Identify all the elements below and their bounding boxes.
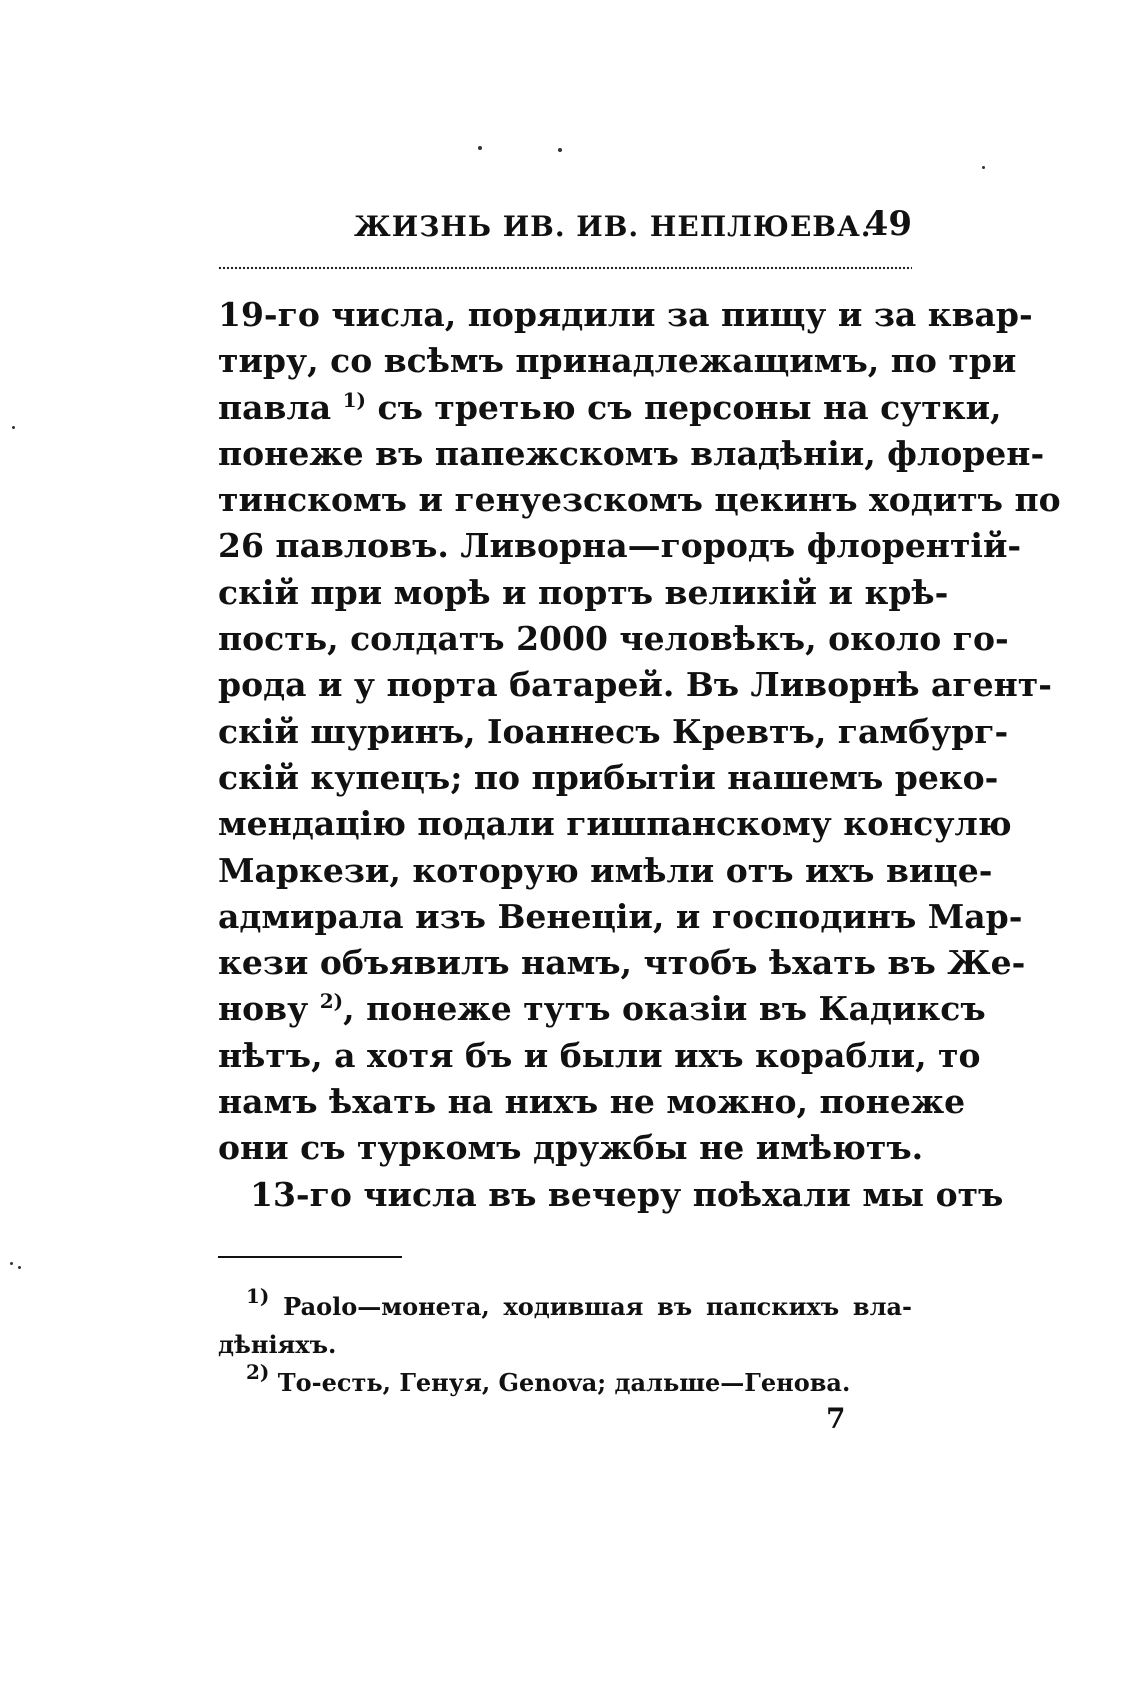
footnote-rule (218, 1256, 402, 1258)
text-line: понеже въ папежскомъ владѣніи, флорен- (218, 433, 1045, 473)
footnote-ref-1: 1) (342, 387, 367, 412)
text-line: Маркези, которую имѣли отъ ихъ вице- (218, 850, 993, 890)
text-segment: павла (218, 387, 332, 427)
text-line (218, 986, 986, 1032)
text-line: намъ ѣхать на нихъ не можно, понеже (218, 1082, 966, 1122)
text-line: они съ туркомъ дружбы не имѣютъ. (218, 1128, 924, 1168)
text-line (218, 385, 1002, 431)
text-line: кези объявилъ намъ, чтобъ ѣхать въ Же- (218, 943, 1026, 983)
page-number: 49 (864, 204, 912, 244)
text-segment: , понеже тутъ оказіи въ Кадиксъ (343, 989, 986, 1029)
footnote-1-text: Paolo—монета, ходившая въ папскихъ вла- (283, 1292, 913, 1321)
header-rule (218, 266, 912, 270)
footnotes (218, 1284, 913, 1402)
text-line: 19-го числа, порядили за пищу и за квар- (218, 295, 1033, 334)
text-line: адмирала изъ Венеціи, и господинъ Мар- (218, 896, 1023, 936)
text-line: 13-го числа въ вечеру поѣхали мы отъ (250, 1174, 1004, 1214)
footnote-1-continuation: дѣніяхъ. (218, 1330, 337, 1359)
footnote-ref-2: 2) (319, 989, 344, 1014)
text-line: скій шуринъ, Іоаннесъ Кревтъ, гамбург- (218, 711, 1009, 751)
page-header (218, 198, 912, 254)
text-segment: съ третью съ персоны на сутки, (377, 387, 1002, 427)
scan-speck (18, 1266, 21, 1269)
text-line: тиру, со всѣмъ принадлежащимъ, по три (218, 341, 1017, 381)
body-text (218, 292, 1061, 1218)
footnote-2-text: То-есть, Генуя, Genova; дальше—Генова. (277, 1368, 851, 1397)
footnote-2-marker: 2) (246, 1360, 270, 1384)
text-line: пость, солдатъ 2000 человѣкъ, около го- (218, 619, 1009, 659)
footnote-1-marker: 1) (246, 1284, 270, 1308)
text-line: скій купецъ; по прибытіи нашемъ реко- (218, 757, 999, 797)
text-segment: нову (218, 989, 309, 1029)
text-line: тинскомъ и генуезскомъ цекинъ ходитъ по (218, 480, 1061, 520)
signature-mark: 7 (826, 1402, 846, 1435)
running-title: ЖИЗНЬ ИВ. ИВ. НЕПЛЮЕВА. (354, 210, 872, 243)
scan-speck (558, 148, 562, 152)
footnote-2 (218, 1360, 912, 1402)
footnote-1 (218, 1284, 913, 1326)
scan-speck (12, 426, 15, 429)
text-line: мендацію подали гишпанскому консулю (218, 804, 1012, 844)
text-line: скій при морѣ и портъ великій и крѣ- (218, 572, 949, 612)
text-line: рода и у порта батарей. Въ Ливорнѣ агент- (218, 665, 1052, 705)
scan-speck (10, 1262, 13, 1265)
text-line: 26 павловъ. Ливорна—городъ флорентій- (218, 526, 1022, 566)
scan-speck (478, 146, 482, 150)
scan-speck (982, 166, 985, 169)
text-line: нѣтъ, а хотя бъ и были ихъ корабли, то (218, 1035, 981, 1075)
